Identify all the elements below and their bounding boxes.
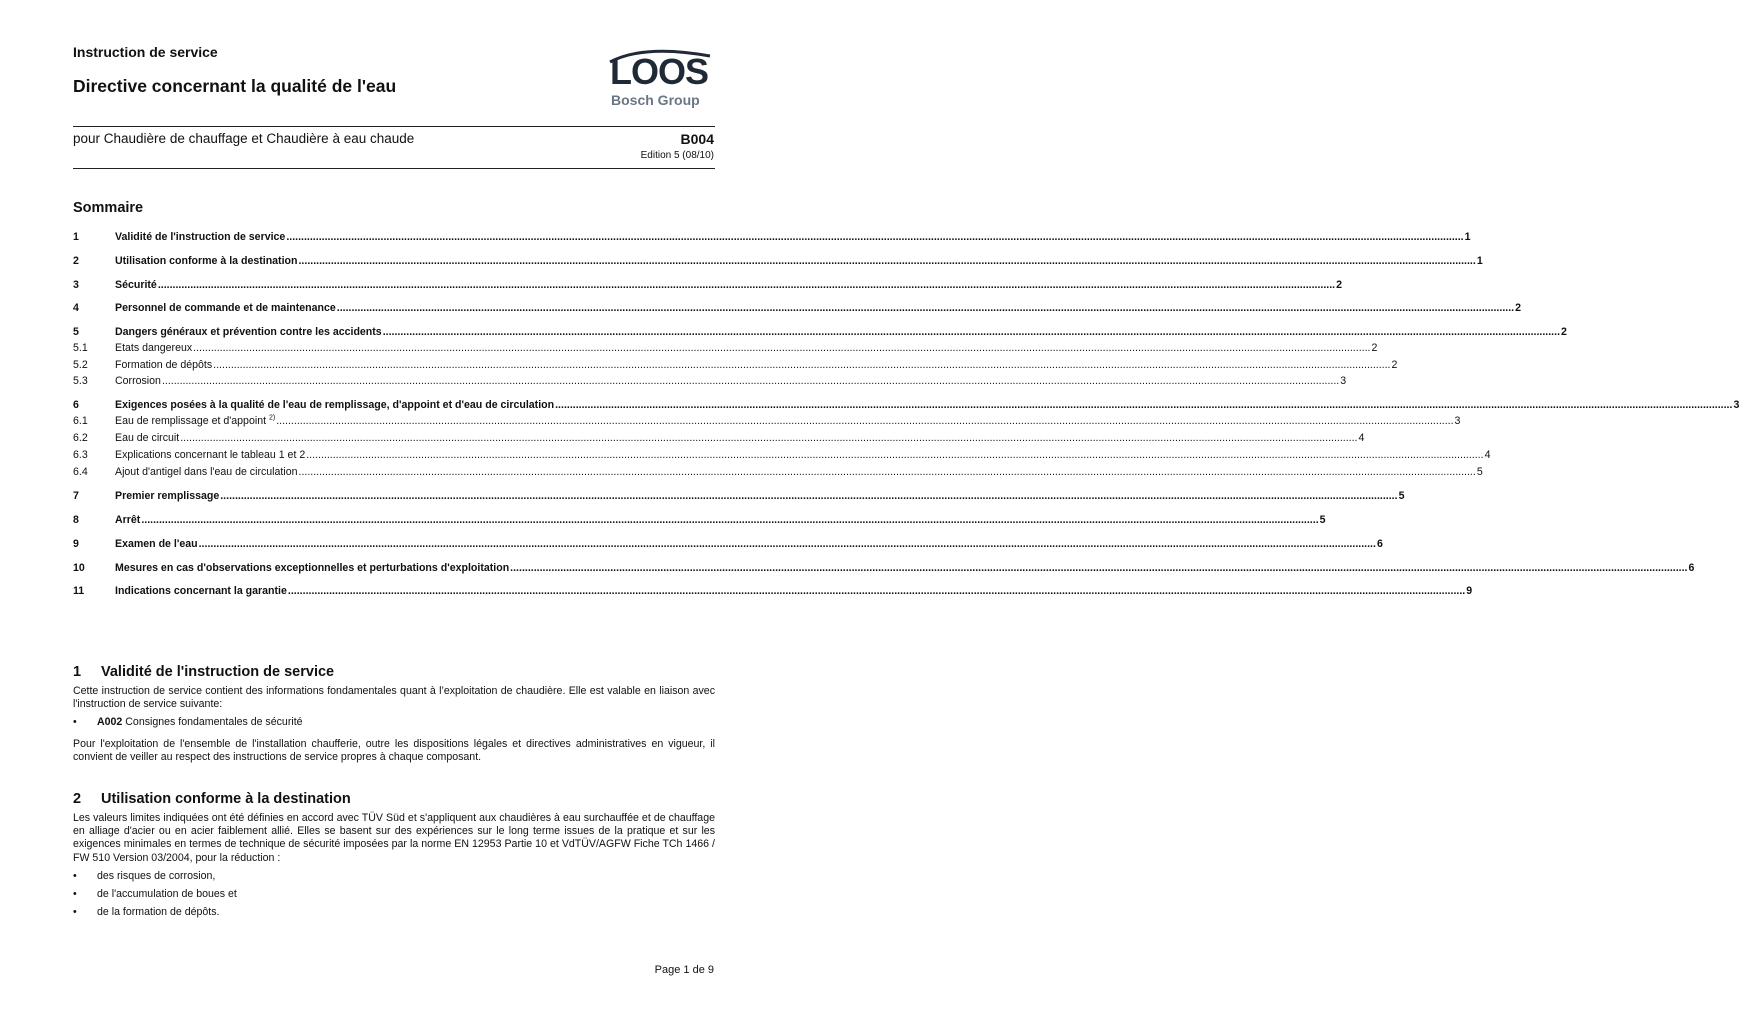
toc-entry[interactable]: [73, 463, 1483, 479]
header-rule-top: [73, 126, 715, 127]
toc-leader-dots: ................................................................................................................................................................................................................................................................................................................................................................................................................: [198, 538, 1376, 550]
toc-entry-number: 11: [73, 585, 85, 597]
toc-entry-footnote: 2): [268, 414, 276, 422]
toc-entry-page: 5: [1398, 490, 1405, 502]
toc-entry-title: Arrêt: [115, 514, 141, 526]
toc-entry-page: 1: [1464, 231, 1471, 243]
section-2-title: Utilisation conforme à la destination: [101, 791, 351, 807]
toc-leader-dots: ................................................................................................................................................................................................................................................................................................................................................................................................................: [276, 415, 1454, 427]
toc-entry-title: Sécurité: [115, 279, 157, 291]
toc-entry-title: Premier remplissage: [115, 490, 220, 502]
toc-entry-page: 4: [1484, 449, 1491, 461]
section-1-bullet: [73, 716, 303, 729]
toc-entry-page: 2: [1336, 279, 1343, 291]
section-2-heading: [73, 791, 351, 807]
section-1-title: Validité de l'instruction de service: [101, 664, 335, 680]
document-type: Instruction de service: [73, 44, 218, 60]
toc-entry[interactable]: [73, 228, 1471, 244]
toc-entry[interactable]: [73, 299, 1522, 315]
toc-entry[interactable]: [73, 276, 1343, 292]
toc-entry-number: 6.3: [73, 449, 88, 461]
toc-heading: Sommaire: [73, 200, 144, 216]
toc-entry-number: 6.1: [73, 415, 88, 427]
section-1-heading: [73, 664, 334, 680]
header-rule-bottom: [73, 168, 715, 169]
bullet-code: A002: [97, 716, 123, 728]
toc-entry-title: Corrosion: [115, 375, 161, 387]
toc-entry-page: 6: [1376, 538, 1383, 550]
toc-entry[interactable]: [73, 252, 1483, 268]
logo-wordmark: LOOS: [610, 51, 709, 92]
toc-entry-title: Exigences posées à la qualité de l'eau de remplissage, d'appoint et d'eau de circulation: [115, 399, 555, 411]
toc-entry[interactable]: [73, 396, 1739, 412]
toc-entry-number: 7: [73, 490, 79, 502]
document-subtitle: pour Chaudière de chauffage et Chaudière à eau chaude: [73, 131, 415, 146]
bullet-dot: •: [73, 716, 77, 728]
toc-entry-title: Examen de l'eau: [115, 538, 198, 550]
toc-entry[interactable]: [73, 446, 1491, 462]
toc-entry-number: 6: [73, 399, 79, 411]
section-2-bullet-1: • des risques de corrosion,: [73, 870, 216, 882]
toc-entry[interactable]: [73, 487, 1405, 503]
document-number: B004: [680, 131, 714, 147]
toc-entry-page: 4: [1358, 432, 1365, 444]
toc-entry-title: Validité de l'instruction de service: [115, 231, 286, 243]
section-1-paragraph-1: Cette instruction de service contient des informations fondamentales quant à l’exploitation de chaudière. Elle est valable en liaison avec l'instruction de service suivante:: [73, 685, 715, 711]
toc-entry-title: Explications concernant le tableau 1 et 2: [115, 449, 306, 461]
toc-entry-page: 2: [1371, 342, 1378, 354]
toc-entry[interactable]: [73, 372, 1347, 388]
page-number: Page 1 de 9: [654, 964, 714, 976]
toc-leader-dots: ................................................................................................................................................................................................................................................................................................................................................................................................................: [220, 490, 1398, 502]
toc-entry-title: Dangers généraux et prévention contre les accidents: [115, 326, 382, 338]
toc-leader-dots: ................................................................................................................................................................................................................................................................................................................................................................................................................: [180, 432, 1358, 444]
bullet-text: Consignes fondamentales de sécurité: [122, 716, 303, 728]
toc-leader-dots: ................................................................................................................................................................................................................................................................................................................................................................................................................: [298, 255, 1476, 267]
toc-entry-number: 10: [73, 562, 85, 574]
toc-entry[interactable]: [73, 582, 1473, 598]
section-2-bullet-2: • de l'accumulation de boues et: [73, 888, 237, 900]
toc-entry[interactable]: [73, 339, 1378, 355]
toc-entry-page: 3: [1733, 399, 1739, 411]
toc-entry-title: Ajout d'antigel dans l'eau de circulation: [115, 466, 298, 478]
toc-entry-title: Etats dangereux: [115, 342, 193, 354]
toc-entry-number: 5.1: [73, 342, 88, 354]
toc-leader-dots: ................................................................................................................................................................................................................................................................................................................................................................................................................: [510, 562, 1688, 574]
toc-entry-page: 9: [1466, 585, 1473, 597]
section-1-paragraph-2: Pour l'exploitation de l'ensemble de l'installation chaufferie, outre les dispositions légales et directives administratives en vigueur, il convient de veiller au respect des instructions de service propres à chaque composant.: [73, 738, 715, 764]
toc-entry-page: 5: [1476, 466, 1483, 478]
toc-entry-page: 3: [1340, 375, 1347, 387]
loos-logo: [604, 46, 716, 110]
toc-entry-number: 5: [73, 326, 79, 338]
toc-entry-page: 2: [1391, 359, 1398, 371]
toc-entry-number: 6.2: [73, 432, 88, 444]
toc-entry-title: Eau de circuit: [115, 432, 180, 444]
toc-entry-page: 1: [1476, 255, 1483, 267]
toc-entry-page: 2: [1515, 302, 1522, 314]
toc-entry-page: 3: [1454, 415, 1461, 427]
toc-leader-dots: ................................................................................................................................................................................................................................................................................................................................................................................................................: [298, 466, 1476, 478]
toc-entry[interactable]: [73, 559, 1695, 575]
toc-leader-dots: ................................................................................................................................................................................................................................................................................................................................................................................................................: [382, 326, 1561, 338]
toc-leader-dots: ................................................................................................................................................................................................................................................................................................................................................................................................................: [306, 449, 1484, 461]
toc-entry-title: Eau de remplissage et d'appoint $^{2)}$: [115, 414, 276, 427]
toc-leader-dots: ................................................................................................................................................................................................................................................................................................................................................................................................................: [555, 399, 1733, 411]
section-1-number: 1: [73, 664, 82, 680]
toc-entry-number: 5.2: [73, 359, 88, 371]
toc-entry-number: 8: [73, 514, 79, 526]
toc-leader-dots: ................................................................................................................................................................................................................................................................................................................................................................................................................: [213, 359, 1391, 371]
toc-entry[interactable]: [73, 323, 1567, 339]
toc-leader-dots: ................................................................................................................................................................................................................................................................................................................................................................................................................: [157, 279, 1336, 291]
toc-leader-dots: ................................................................................................................................................................................................................................................................................................................................................................................................................: [193, 342, 1371, 354]
toc-entry-page: 6: [1688, 562, 1695, 574]
section-2-bullet-3: • de la formation de dépôts.: [73, 906, 220, 918]
toc-entry[interactable]: [73, 412, 1461, 428]
toc-leader-dots: ................................................................................................................................................................................................................................................................................................................................................................................................................: [287, 585, 1466, 597]
toc-entry-page: 5: [1319, 514, 1326, 526]
toc-entry[interactable]: [73, 429, 1365, 445]
toc-entry-number: 6.4: [73, 466, 88, 478]
document-title: Directive concernant la qualité de l'eau: [73, 76, 397, 96]
toc-leader-dots: ................................................................................................................................................................................................................................................................................................................................................................................................................: [286, 231, 1464, 243]
toc-leader-dots: ................................................................................................................................................................................................................................................................................................................................................................................................................: [141, 514, 1319, 526]
logo-group-label: Bosch Group: [611, 92, 700, 108]
toc-entry[interactable]: [73, 511, 1326, 527]
toc-entry-number: 4: [73, 302, 79, 314]
toc-leader-dots: ................................................................................................................................................................................................................................................................................................................................................................................................................: [161, 375, 1340, 387]
toc-entry-number: 1: [73, 231, 79, 243]
section-2-paragraph-1: Les valeurs limites indiquées ont été définies en accord avec TÜV Süd et s'appliquent aux chaudières à eau surchauffée et de chauffage en alliage d'acier ou en acier faiblement allié. Elles se basent sur des expériences sur le long terme issues de la pratique et sur les exigences minimales en termes de technique de sécurité imposées par la norme EN 12953 Partie 10 et VdTÜV/AGFW Fiche TCh 1466 / FW 510 Version 03/2004, pour la réduction :: [73, 812, 715, 864]
toc-entry-title: Mesures en cas d'observations exceptionnelles et perturbations d'exploitation: [115, 562, 510, 574]
toc-entry-title: Indications concernant la garantie: [115, 585, 287, 597]
toc-entry-title: Utilisation conforme à la destination: [115, 255, 298, 267]
toc-entry-title: Formation de dépôts: [115, 359, 213, 371]
toc-entry-title: Personnel de commande et de maintenance: [115, 302, 336, 314]
toc-entry-number: 9: [73, 538, 79, 550]
toc-entry[interactable]: [73, 356, 1398, 372]
toc-entry[interactable]: [73, 535, 1383, 551]
toc-entry-number: 2: [73, 255, 79, 267]
toc-entry-page: 2: [1561, 326, 1567, 338]
document-edition: Edition 5 (08/10): [640, 150, 714, 161]
toc-entry-number: 5.3: [73, 375, 88, 387]
toc-entry-number: 3: [73, 279, 79, 291]
toc-leader-dots: ................................................................................................................................................................................................................................................................................................................................................................................................................: [336, 302, 1515, 314]
section-2-number: 2: [73, 791, 82, 807]
